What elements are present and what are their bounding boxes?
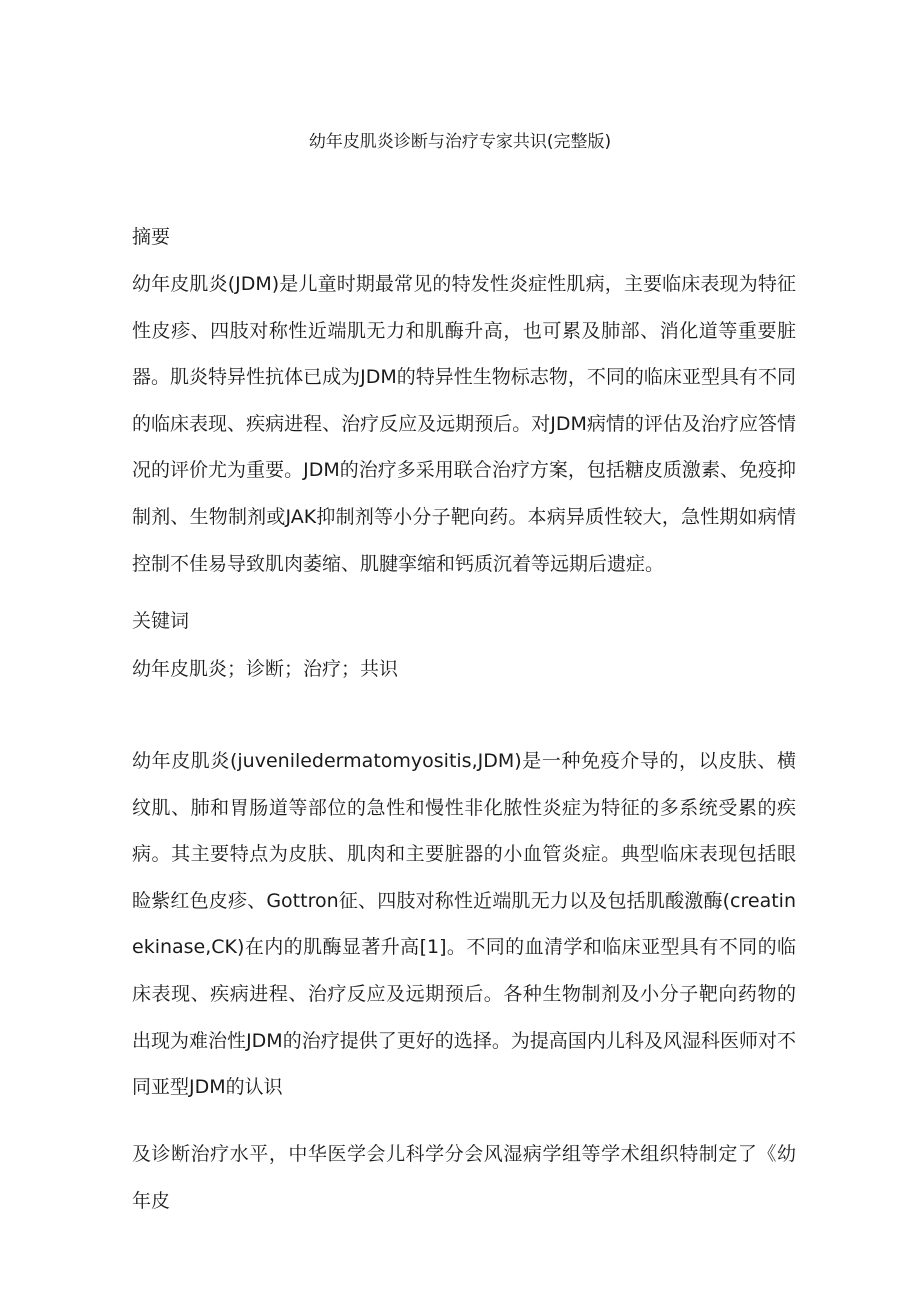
document-title: 幼年皮肌炎诊断与治疗专家共识(完整版) (308, 132, 612, 152)
abstract-paragraph: 幼年皮肌炎(JDM)是儿童时期最常见的特发性炎症性肌病，主要临床表现为特征性皮疹、四肢对称性近端肌无力和肌酶升高，也可累及肺部、消化道等重要脏器。肌炎特异性抗体已成为JDM的特异性生物标志物，不同的临床亚型具有不同的临床表现、疾病进程、治疗反应及远期预后。对JDM病情的评估及治疗应答情况的评价尤为重要。JDM的治疗多采用联合治疗方案，包括糖皮质激素、免疫抑制剂、生物制剂或JAK抑制剂等小分子靶向药。本病异质性较大，急性期如病情控制不佳易导致肌肉萎缩、肌腱挛缩和钙质沉着等远期后遗症。 (132, 273, 796, 575)
keywords-paragraph: 幼年皮肌炎；诊断；治疗；共识 (132, 658, 399, 680)
intro-paragraph: 幼年皮肌炎(juveniledermatomyositis,JDM)是一种免疫介导的，以皮肤、横纹肌、肺和胃肠道等部位的急性和慢性非化脓性炎症为特征的多系统受累的疾病。其主要特点为皮肤、肌肉和主要脏器的小血管炎症。典型临床表现包括眼睑紫红色皮疹、Gottron征、四肢对称性近端肌无力以及包括肌酸激酶(creatinekinase,CK)在内的肌酶显著升高[1]。不同的血清学和临床亚型具有不同的临床表现、疾病进程、治疗反应及远期预后。各种生物制剂及小分子靶向药物的出现为难治性JDM的治疗提供了更好的选择。为提高国内儿科及风湿科医师对不同亚型JDM的认识 (132, 750, 796, 1099)
abstract-heading: 摘要 (132, 226, 171, 248)
continuation-paragraph: 及诊断治疗水平，中华医学会儿科学分会风湿病学组等学术组织特制定了《幼年皮 (132, 1143, 796, 1212)
keywords-heading: 关键词 (132, 610, 190, 632)
